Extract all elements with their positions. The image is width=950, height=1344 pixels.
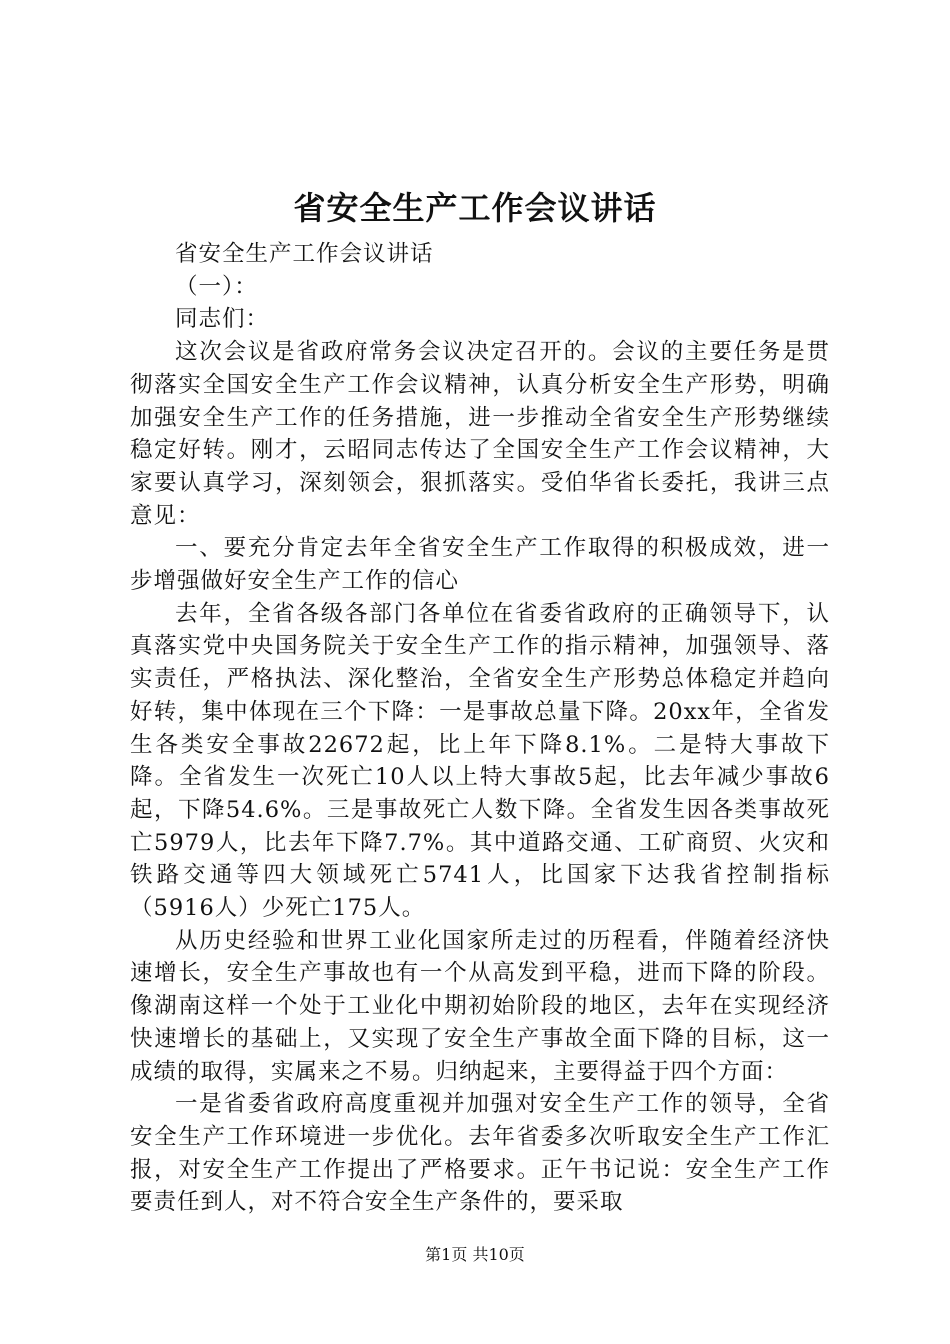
section-heading: 一、要充分肯定去年全省安全生产工作取得的积极成效，进一步增强做好安全生产工作的信心	[130, 535, 830, 595]
document-body	[130, 238, 830, 1219]
paragraph: 去年，全省各级各部门各单位在省委省政府的正确领导下，认真落实党中央国务院关于安全生产工作的指示精神，加强领导、落实责任，严格执法、深化整治，全省安全生产形势总体稳定并趋向好转，集中体现在三个下降：一是事故总量下降。20xx年，全省发生各类安全事故22672起，比上年下降8.1%。二是特大事故下降。全省发生一次死亡10人以上特大事故5起，比去年减少事故6起，下降54.6%。三是事故死亡人数下降。全省发生因各类事故死亡5979人，比去年下降7.7%。其中道路交通、工矿商贸、火灾和铁路交通等四大领域死亡5741人，比国家下达我省控制指标（5916人）少死亡175人。	[130, 600, 830, 922]
paragraph: 省安全生产工作会议讲话	[175, 241, 434, 267]
paragraph: 同志们：	[175, 306, 270, 333]
document-title: 省安全生产工作会议讲话	[293, 189, 657, 227]
page-number-footer: 第1页 共10页	[425, 1245, 525, 1264]
paragraph: 从历史经验和世界工业化国家所走过的历程看，伴随着经济快速增长，安全生产事故也有一个从高发到平稳，进而下降的阶段。像湖南这样一个处于工业化中期初始阶段的地区，去年在实现经济快速增长的基础上，又实现了安全生产事故全面下降的目标，这一成绩的取得，实属来之不易。归纳起来，主要得益于四个方面：	[130, 927, 830, 1085]
paragraph: 这次会议是省政府常务会议决定召开的。会议的主要任务是贯彻落实全国安全生产工作会议精神，认真分析安全生产形势，明确加强安全生产工作的任务措施，进一步推动全省安全生产形势继续稳定好转。刚才，云昭同志传达了全国安全生产工作会议精神，大家要认真学习，深刻领会，狠抓落实。受伯华省长委托，我讲三点意见：	[130, 339, 830, 529]
paragraph: 一是省委省政府高度重视并加强对安全生产工作的领导，全省安全生产工作环境进一步优化。去年省委多次听取安全生产工作汇报，对安全生产工作提出了严格要求。正午书记说：安全生产工作要责任到人，对不符合安全生产条件的，要采取	[130, 1091, 830, 1216]
paragraph: （一）：	[175, 273, 258, 300]
